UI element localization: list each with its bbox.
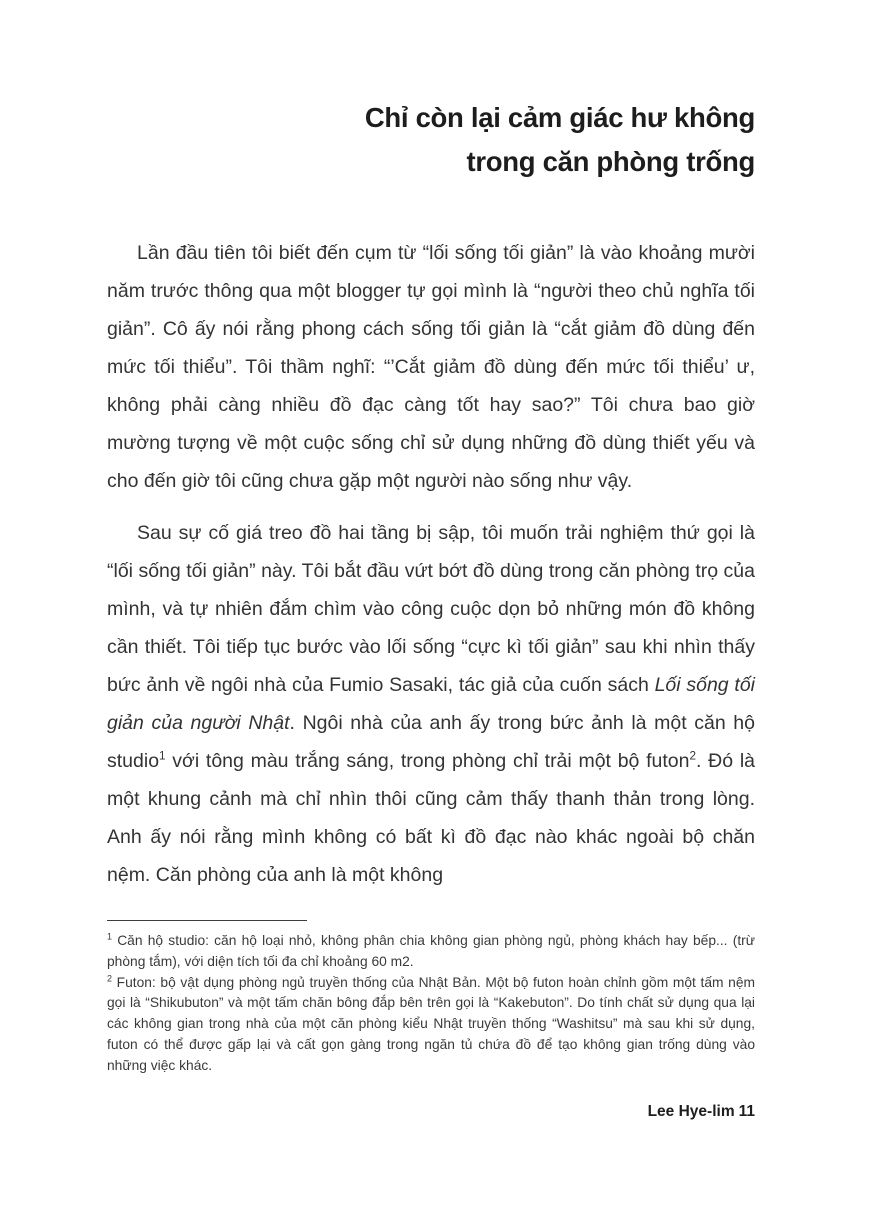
footnote-reference-2: 2	[689, 749, 697, 763]
chapter-title	[107, 96, 755, 184]
page-footer	[648, 1103, 755, 1121]
book-title-italic: Lối sống tối giản của người Nhật	[107, 674, 755, 734]
footnote-reference-1: 1	[159, 749, 166, 763]
footnote-1-text: Căn hộ studio: căn hộ loại nhỏ, không phân chia không gian phòng ngủ, phòng khách hay bếp... (trừ phòng tắm), với diện tích tối đa chỉ khoảng 60 m2.	[107, 933, 755, 969]
footnote-2-marker: 2	[107, 973, 112, 983]
paragraph-1: Lần đầu tiên tôi biết đến cụm từ “lối sống tối giản” là vào khoảng mười năm trước thông qua một blogger tự gọi mình là “người theo chủ nghĩa tối giản”. Cô ấy nói rằng phong cách sống tối giản là “cắt giảm đồ dùng đến mức tối thiểu”. Tôi thầm nghĩ: “’Cắt giảm đồ dùng đến mức tối thiểu’ ư, không phải càng nhiều đồ đạc càng tốt hay sao?” Tôi chưa bao giờ mường tượng về một cuộc sống chỉ sử dụng những đồ dùng thiết yếu và cho đến giờ tôi cũng chưa gặp một người nào sống như vậy.	[107, 242, 755, 492]
footer-page-number: 11	[738, 1103, 755, 1120]
footer-author-name: Lee Hye-lim	[647, 1103, 735, 1120]
paragraph-2-segment-4: . Đó là một khung cảnh mà chỉ nhìn thôi cũng cảm thấy thanh thản trong lòng. Anh ấy nói rằng mình không có bất kì đồ đạc nào khác ngoài bộ chăn nệm. Căn phòng của anh là một không	[107, 750, 756, 886]
paragraph-2	[107, 514, 755, 894]
footnotes-section	[107, 920, 755, 1077]
paragraph-2-segment-3: với tông màu trắng sáng, trong phòng chỉ trải một bộ futon	[165, 750, 690, 772]
chapter-title-line-2: trong căn phòng trống	[466, 146, 755, 177]
paragraph-2-segment-2: . Ngôi nhà của anh ấy trong bức ảnh là một căn hộ studio	[107, 712, 756, 772]
footnote-1-marker: 1	[107, 931, 112, 942]
paragraph-2-segment-1: Sau sự cố giá treo đồ hai tầng bị sập, tôi muốn trải nghiệm thứ gọi là “lối sống tối giản” này. Tôi bắt đầu vứt bớt đồ dùng trong căn phòng trọ của mình, và tự nhiên đắm chìm vào công cuộc dọn bỏ những món đồ không cần thiết. Tôi tiếp tục bước vào lối sống “cực kì tối giản” sau khi nhìn thấy bức ảnh về ngôi nhà của Fumio Sasaki, tác giả của cuốn sách	[107, 522, 755, 696]
footnote-1	[107, 931, 755, 973]
chapter-title-line-1: Chỉ còn lại cảm giác hư không	[364, 102, 755, 133]
footnote-2	[107, 973, 755, 1077]
footnote-2-text: Futon: bộ vật dụng phòng ngủ truyền thống của Nhật Bản. Một bộ futon hoàn chỉnh gồm một tấm nệm gọi là “Shikubuton” và một tấm chăn bông đắp bên trên gọi là “Kakebuton”. Do tính chất sử dụng qua lại các không gian trong nhà của một căn phòng kiểu Nhật truyền thống “Washitsu” mà sau khi sử dụng, futon có thể được gấp lại và cất gọn gàng trong ngăn tủ chứa đồ để tạo không gian trống dùng vào những việc khác.	[107, 974, 755, 1073]
footnote-separator-rule	[107, 920, 307, 921]
